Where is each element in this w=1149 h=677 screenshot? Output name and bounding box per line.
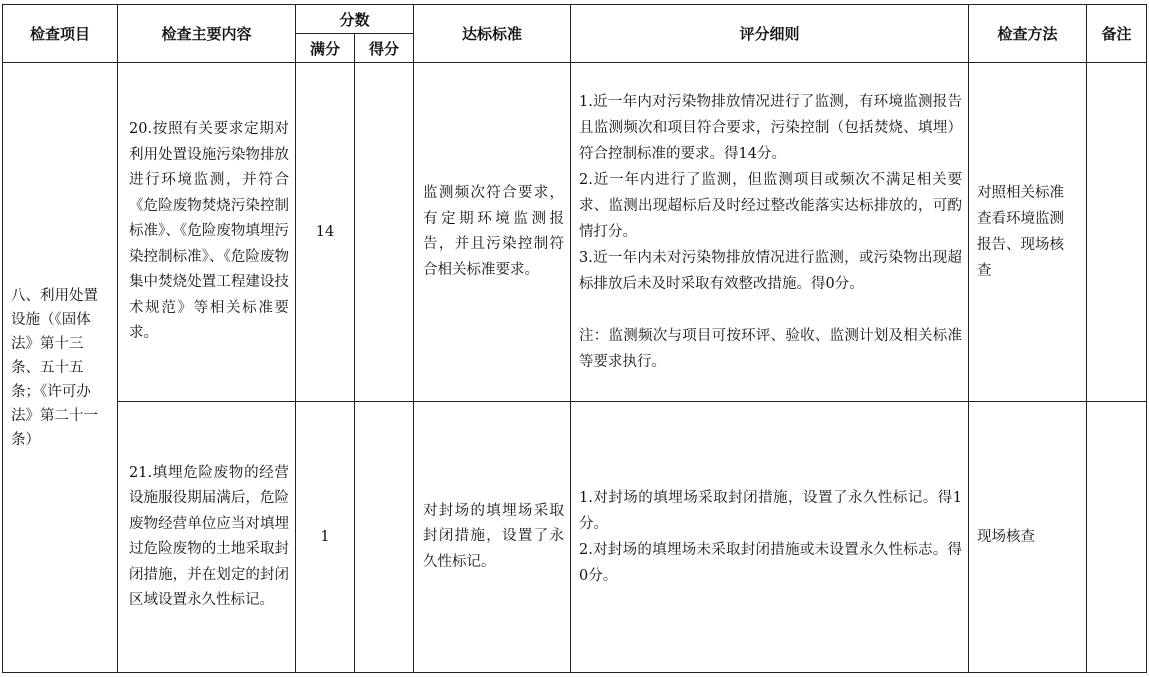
rule-text: 3.近一年内未对污染物排放情况进行监测，或污染物出现超标排放后未及时采取有效整改措施。得0分。: [579, 250, 963, 292]
rules-cell: [571, 402, 969, 673]
header-full-score: 满分: [296, 34, 355, 63]
header-remark: 备注: [1087, 5, 1147, 63]
header-method: 检查方法: [969, 5, 1087, 63]
header-standard: 达标标准: [414, 5, 571, 63]
table-row: [3, 63, 1147, 402]
full-score-cell: 1: [296, 402, 355, 673]
rule-text: 2.近一年内进行了监测，但监测项目或频次不满足相关要求、监测出现超标后及时经过整改能落实达标排放的，可酌情打分。: [579, 172, 963, 240]
rule-note: 注：监测频次与项目可按环评、验收、监测计划及相关标准等要求执行。: [579, 328, 963, 370]
rule-text: 1.近一年内对污染物排放情况进行了监测，有环境监测报告且监测频次和项目符合要求，污染控制（包括焚烧、填埋）符合控制标准的要求。得14分。: [579, 94, 963, 162]
header-got-score: 得分: [355, 34, 414, 63]
header-content: 检查主要内容: [118, 5, 296, 63]
inspection-table: [2, 4, 1147, 673]
rule-spacer: [579, 297, 962, 323]
rule-text: 1.对封场的填埋场采取封闭措施，设置了永久性标记。得1分。: [579, 490, 963, 532]
full-score-cell: 14: [296, 63, 355, 402]
category-cell: 八、利用处置设施（《固体法》第十三条、五十五条；《许可办法》第二十一条）: [3, 63, 118, 673]
got-score-cell: [355, 402, 414, 673]
remark-cell: [1087, 63, 1147, 402]
method-cell: 对照相关标准查看环境监测报告、现场核查: [969, 63, 1087, 402]
header-rules: 评分细则: [571, 5, 969, 63]
standard-cell: 监测频次符合要求，有定期环境监测报告，并且污染控制符合相关标准要求。: [414, 63, 571, 402]
got-score-cell: [355, 63, 414, 402]
header-score: 分数: [296, 5, 414, 34]
content-cell: 21.填埋危险废物的经营设施服役期届满后，危险废物经营单位应当对填埋过危险废物的土地采取封闭措施，并在划定的封闭区域设置永久性标记。: [118, 402, 296, 673]
content-cell: 20.按照有关要求定期对利用处置设施污染物排放进行环境监测，并符合《危险废物焚烧污染控制标准》、《危险废物填埋污染控制标准》、《危险废物集中焚烧处置工程建设技术规范》等相关标准要求。: [118, 63, 296, 402]
header-item: 检查项目: [3, 5, 118, 63]
standard-cell: 对封场的填埋场采取封闭措施，设置了永久性标记。: [414, 402, 571, 673]
method-cell: 现场核查: [969, 402, 1087, 673]
remark-cell: [1087, 402, 1147, 673]
rule-text: 2.对封场的填埋场未采取封闭措施或未设置永久性标志。得0分。: [579, 542, 963, 584]
table-row: [3, 402, 1147, 673]
rules-cell: [571, 63, 969, 402]
